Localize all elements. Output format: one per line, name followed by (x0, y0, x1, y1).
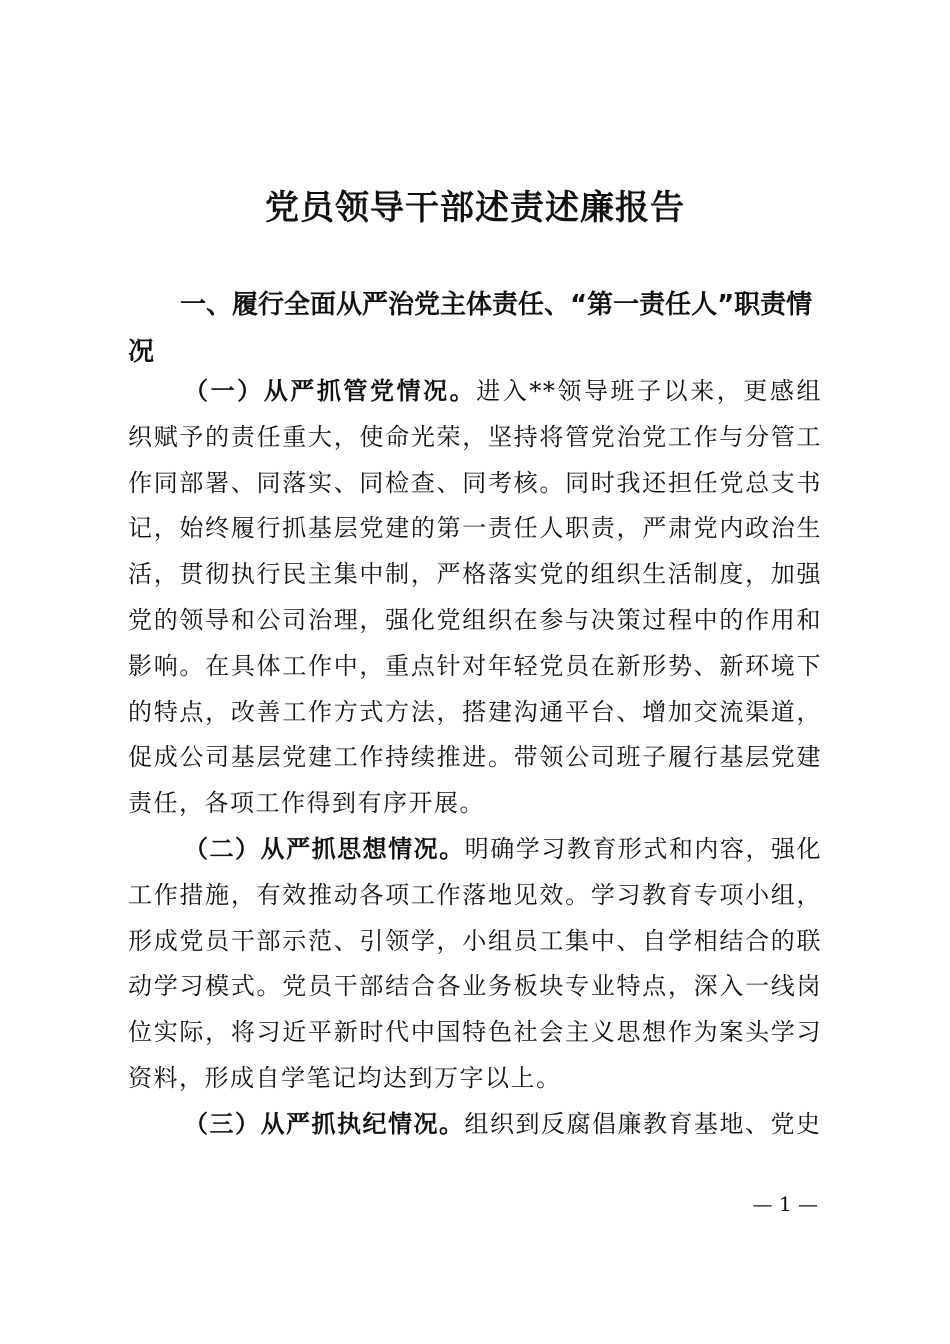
paragraph-lead: （三）从严抓执纪情况。 (184, 1109, 465, 1138)
section-heading: 一、履行全面从严治党主体责任、“第一责任人”职责情况 (128, 290, 813, 367)
paragraph (128, 826, 822, 1102)
paragraph (128, 1101, 822, 1148)
paragraph-body: 组织到反腐倡廉教育基地、党史 (464, 1110, 822, 1138)
paragraph (128, 368, 822, 827)
paragraph-body: 明确学习教育形式和内容，强化工作措施，有效推动各项工作落地见效。学习教育专项小组，形成党员干部示范、引领学，小组员工集中、自学相结合的联动学习模式。党员干部结合各业务板块专业特点，深入一线岗位实际，将习近平新时代中国特色社会主义思想作为案头学习资料，形成自学笔记均达到万字以上。 (128, 835, 823, 1092)
paragraph-lead: （一）从严抓管党情况。 (184, 376, 477, 405)
paragraph-body: 进入**领导班子以来，更感组织赋予的责任重大，使命光荣，坚持将管党治党工作与分管工作同部署、同落实、同检查、同考核。同时我还担任党总支书记，始终履行抓基层党建的第一责任人职责，严肃党内政治生活，贯彻执行民主集中制，严格落实党的组织生活制度，加强党的领导和公司治理，强化党组织在参与决策过程中的作用和影响。在具体工作中，重点针对年轻党员在新形势、新环境下的特点，改善工作方式方法，搭建沟通平台、增加交流渠道，促成公司基层党建工作持续推进。带领公司班子履行基层党建责任，各项工作得到有序开展。 (128, 377, 823, 818)
page-number: — 1 — (752, 1192, 818, 1216)
document-title: 党员领导干部述责述廉报告 (265, 188, 685, 228)
paragraph-lead: （二）从严抓思想情况。 (184, 834, 465, 863)
